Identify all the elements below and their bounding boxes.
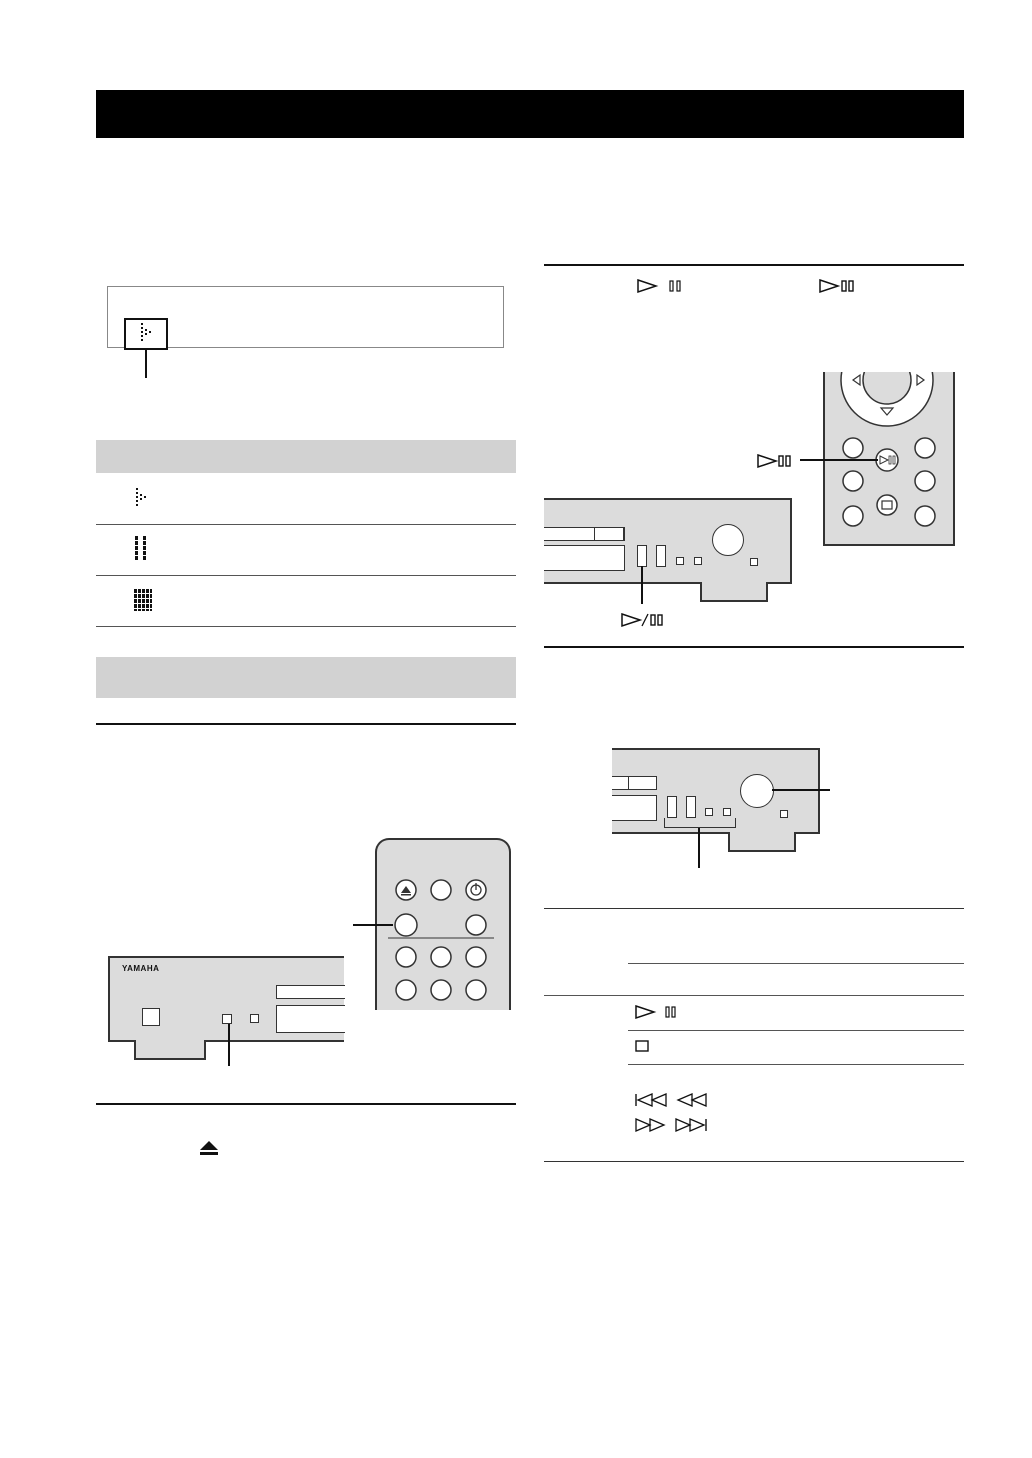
controls-table-bottom — [544, 1161, 964, 1162]
skip-back-button[interactable] — [676, 557, 684, 565]
stop-button[interactable] — [656, 545, 666, 567]
controls-callout-line — [698, 828, 700, 868]
level-3-icon — [133, 588, 153, 612]
step-rule — [544, 264, 964, 266]
play-pause-button[interactable] — [667, 796, 677, 818]
play-pause-icon — [634, 1004, 680, 1020]
controls-bracket — [664, 818, 736, 828]
step-rule — [96, 1103, 516, 1105]
page-header-bar — [96, 90, 964, 138]
eject-button[interactable] — [628, 776, 657, 790]
disc-tray — [276, 985, 345, 999]
display-window — [612, 795, 657, 821]
controls-table-top — [544, 908, 964, 909]
skip-back-rewind-icon — [634, 1092, 710, 1108]
step-rule — [544, 646, 964, 648]
stop-icon — [634, 1039, 650, 1053]
player-foot — [728, 832, 796, 852]
level-2-icon — [133, 535, 151, 561]
play-pause-icon — [756, 453, 796, 469]
level-table-divider — [96, 524, 516, 525]
level-table-header — [96, 440, 516, 473]
play-pause-button[interactable] — [637, 545, 647, 567]
yamaha-logo: YAMAHA — [122, 964, 160, 973]
skip-back-button[interactable] — [705, 808, 713, 816]
power-button[interactable] — [142, 1008, 160, 1026]
front-button[interactable] — [250, 1014, 259, 1023]
section-bar — [96, 657, 516, 698]
level-1-icon — [134, 487, 150, 509]
controls-table-divider — [628, 1064, 964, 1065]
level-table-divider — [96, 626, 516, 627]
controls-table-divider — [628, 963, 964, 964]
volume-knob[interactable] — [740, 774, 774, 808]
level-1-icon — [139, 322, 155, 344]
volume-knob[interactable] — [712, 524, 744, 556]
remote-buttons-left — [378, 870, 504, 1005]
small-button[interactable] — [750, 558, 758, 566]
play-pause-icon — [636, 278, 686, 294]
stop-button[interactable] — [686, 796, 696, 818]
cd-player-front-right — [544, 498, 792, 584]
player-foot — [134, 1040, 206, 1060]
display-window — [276, 1005, 345, 1033]
skip-forward-button[interactable] — [723, 808, 731, 816]
small-button[interactable] — [780, 810, 788, 818]
step-rule — [96, 723, 516, 725]
remote-buttons-right — [825, 372, 953, 544]
display-callout-line — [145, 350, 147, 378]
display-window — [544, 545, 625, 571]
level-table-divider — [96, 575, 516, 576]
eject-icon — [198, 1140, 220, 1156]
player-callout-line — [228, 1024, 230, 1066]
remote-play-callout-line — [800, 459, 878, 461]
controls-table-divider — [544, 995, 964, 996]
play-pause-icon — [620, 612, 668, 628]
fast-forward-skip-icon — [634, 1117, 710, 1133]
play-pause-icon — [818, 278, 860, 294]
remote-callout-line — [353, 924, 393, 926]
knob-callout-line — [772, 789, 830, 791]
skip-forward-button[interactable] — [694, 557, 702, 565]
player-play-callout-line — [641, 566, 643, 604]
eject-button[interactable] — [594, 527, 624, 541]
controls-table-divider — [628, 1030, 964, 1031]
pure-direct-button[interactable] — [222, 1014, 232, 1024]
player-foot — [700, 582, 768, 602]
